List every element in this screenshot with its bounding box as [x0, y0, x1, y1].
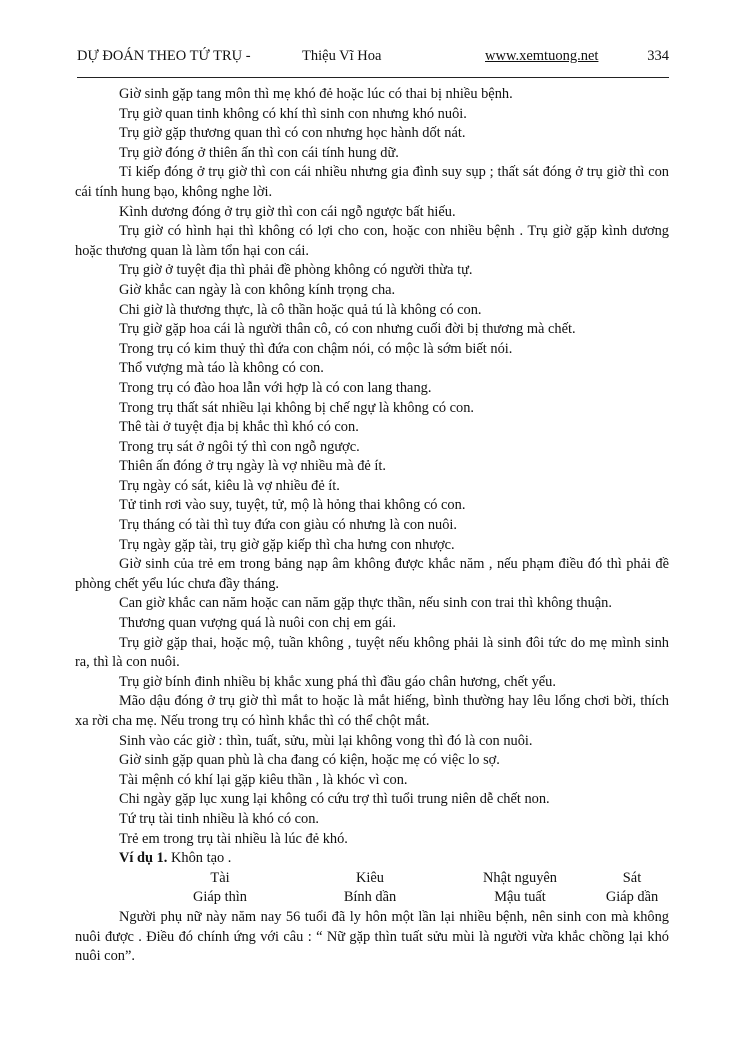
pillar-value: Bính dần [343, 889, 397, 906]
paragraph: Trụ giờ ở tuyệt địa thì phải đề phòng không có người thừa tự. [119, 262, 473, 279]
book-title: DỰ ĐOÁN THEO TỨ TRỤ - [77, 48, 251, 64]
paragraph: Thổ vượng mà táo là không có con. [119, 360, 324, 377]
paragraph: Trong trụ sát ở ngôi tý thì con ngỗ ngược. [119, 438, 360, 455]
pillar-value: Giáp thìn [193, 889, 247, 906]
paragraph: Trẻ em trong trụ tài nhiều là lúc đẻ khó. [119, 830, 348, 847]
paragraph: Trụ giờ bính đinh nhiều bị khắc xung phá thì đầu gáo chân hương, chết yểu. [119, 673, 556, 690]
paragraph: Chi ngày gặp lục xung lại không có cứu trợ thì tuổi trung niên dễ chết non. [119, 791, 550, 808]
paragraph: Tứ trụ tài tinh nhiều là khó có con. [119, 810, 320, 827]
example-heading [75, 849, 669, 869]
paragraph: Trong trụ thất sát nhiều lại không bị chế ngự là không có con. [119, 399, 474, 416]
paragraph: Chi giờ là thương thực, là cô thần hoặc quả tú là không có con. [119, 301, 482, 318]
pillar-spacer [75, 888, 145, 908]
example-conclusion: Người phụ nữ này năm nay 56 tuổi đã ly hôn một lần lại nhiều bệnh, nên sinh con mà không nuôi được . Điều đó chính ứng với câu : “ Nữ gặp thìn tuất sửu mùi là người vừa khắc chồng lại khó nuôi con”. [75, 908, 669, 965]
paragraph: Tài mệnh có khí lại gặp kiêu thần , là khóc vì con. [119, 771, 408, 788]
paragraph: Trụ giờ gặp thai, hoặc mộ, tuần không , tuyệt nếu không phải là sinh đôi tức do mẹ mình sinh ra, thì là con nuôi. [75, 634, 669, 671]
paragraph: Giờ khắc can ngày là con không kính trọng cha. [119, 281, 396, 298]
paragraph: Thê tài ở tuyệt địa bị khắc thì khó có con. [119, 419, 359, 436]
paragraph: Trụ giờ gặp thương quan thì có con nhưng học hành dốt nát. [119, 125, 466, 142]
pillar-label: Kiêu [356, 869, 384, 886]
pillar-label: Tài [210, 869, 230, 886]
pillar-label: Nhật nguyên [483, 869, 557, 886]
pillars-table [75, 869, 669, 889]
paragraph: Thương quan vượng quá là nuôi con chị em gái. [119, 615, 396, 632]
paragraph: Trụ tháng có tài thì tuy đứa con giàu có nhưng là con nuôi. [119, 517, 458, 534]
pillar-spacer [75, 869, 145, 889]
page-number: 334 [647, 48, 669, 64]
paragraph: Giờ sinh gặp quan phù là cha đang có kiện, hoặc mẹ có việc lo sợ. [119, 752, 500, 769]
paragraph: Trụ giờ đóng ở thiên ấn thì con cái tính hung dữ. [119, 144, 399, 161]
paragraph: Giờ sinh gặp tang môn thì mẹ khó đẻ hoặc lúc có thai bị nhiều bệnh. [119, 86, 513, 102]
paragraph: Trụ ngày gặp tài, trụ giờ gặp kiếp thì cha hưng con nhược. [119, 536, 455, 553]
paragraph: Sinh vào các giờ : thìn, tuất, sửu, mùi lại không vong thì đó là con nuôi. [119, 732, 533, 749]
paragraph: Can giờ khắc can năm hoặc can năm gặp thực thần, nếu sinh con trai thì không thuận. [119, 595, 612, 612]
author-name: Thiệu Vĩ Hoa [302, 48, 382, 64]
header-divider [77, 77, 669, 78]
pillar-label: Sát [622, 869, 642, 886]
paragraph: Trụ ngày có sát, kiêu là vợ nhiều đẻ ít. [119, 477, 340, 494]
paragraph: Tử tinh rơi vào suy, tuyệt, tử, mộ là hỏng thai không có con. [119, 497, 466, 514]
paragraph: Giờ sinh của trẻ em trong bảng nạp âm không được khắc năm , nếu phạm điều đó thì phải đề phòng chết yểu lúc chưa đầy tháng. [75, 556, 669, 592]
paragraph: Trụ giờ quan tinh không có khí thì sinh con nhưng khó nuôi. [119, 105, 467, 122]
page-body [75, 85, 669, 967]
pillars-table-row2 [75, 888, 669, 908]
paragraph: Trụ giờ gặp hoa cái là người thân cô, có con nhưng cuối đời bị thương mà chết. [119, 321, 576, 338]
paragraph: Thiên ấn đóng ở trụ ngày là vợ nhiều mà đẻ ít. [119, 458, 386, 475]
pillar-value: Giáp dần [605, 889, 659, 906]
page-header [77, 44, 669, 68]
paragraph: Kình dương đóng ở trụ giờ thì con cái ngỗ ngược bất hiếu. [119, 203, 456, 220]
paragraph: Trong trụ có kim thuỷ thì đứa con chậm nói, có mộc là sớm biết nói. [119, 340, 513, 357]
paragraph: Trong trụ có đào hoa lẫn với hợp là có con lang thang. [119, 379, 432, 396]
paragraph: Tỉ kiếp đóng ở trụ giờ thì con cái nhiều nhưng gia đình suy sụp ; thất sát đóng ở trụ giờ thì con cái tính hung bạo, không nghe lời. [75, 164, 669, 200]
paragraph: Trụ giờ có hình hại thì không có lợi cho con, hoặc con nhiều bệnh . Trụ giờ gặp kình dương hoặc thương quan là làm tổn hại con cái. [75, 223, 669, 259]
pillar-value: Mậu tuất [494, 889, 546, 906]
example-text: Khôn tạo . [167, 850, 232, 867]
example-label: Ví dụ 1. [119, 850, 168, 867]
paragraph: Mão dậu đóng ở trụ giờ thì mắt to hoặc là mắt hiếng, bình thường hay lêu lổng chơi bời, thích xa rời cha mẹ. Nếu trong trụ có hình khắc thì có thể chột mắt. [75, 693, 669, 729]
website-link[interactable]: www.xemtuong.net [485, 48, 599, 64]
